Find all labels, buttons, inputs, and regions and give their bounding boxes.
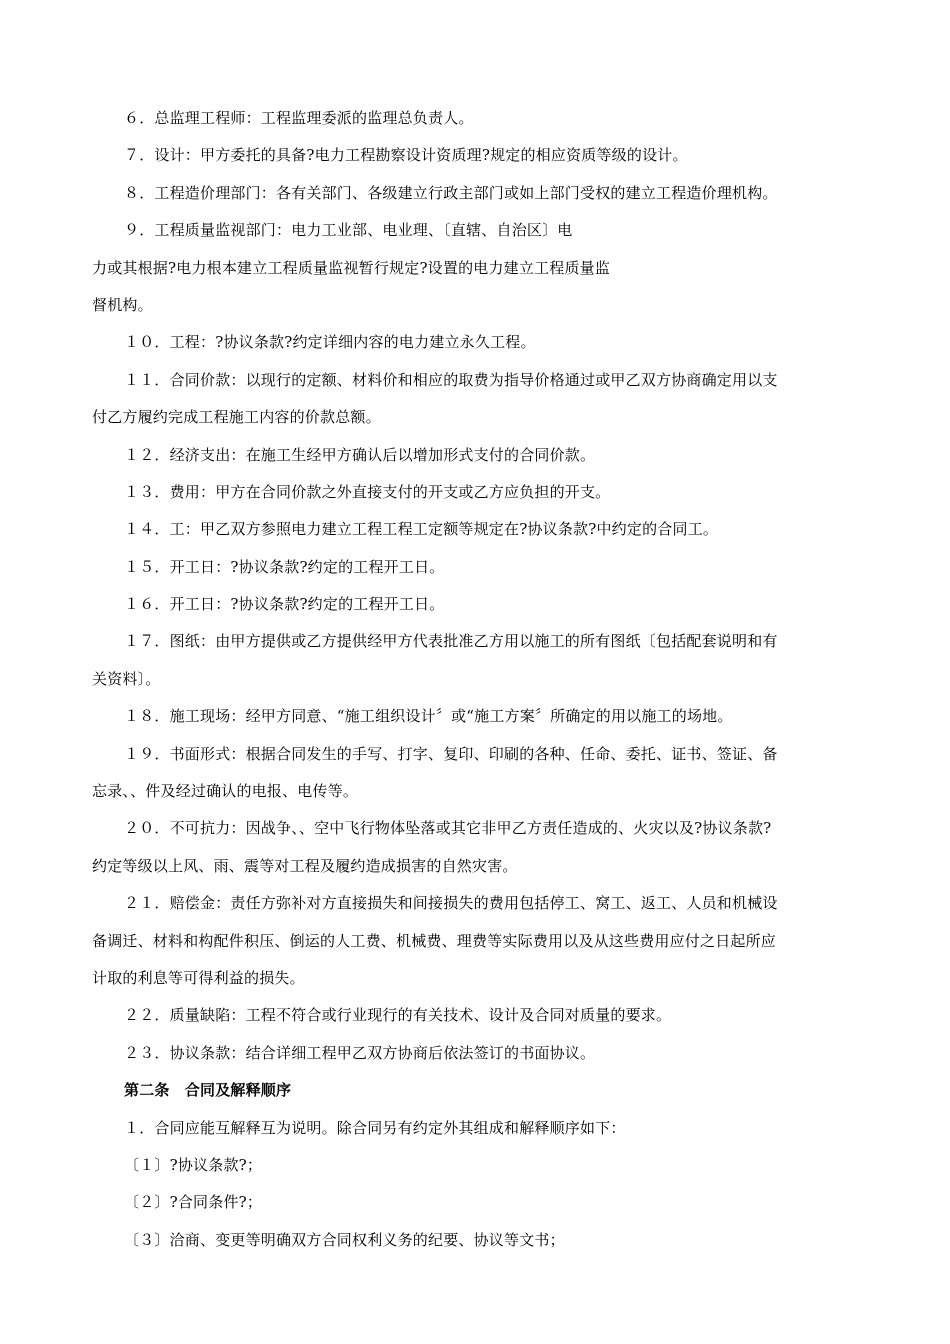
paragraph-line: １２．经济支出：在施工生经甲方确认后以增加形式支付的合同价款。: [124, 445, 596, 464]
paragraph-line: 备调迁、材料和构配件积压、倒运的人工费、机械费、理费等实际费用以及从这些费用应付之日起所应: [92, 931, 777, 950]
paragraph-line: 〔２〕?合同条件?；: [124, 1193, 263, 1212]
paragraph-line: 〔３〕洽商、变更等明确双方合同权利义务的纪要、协议等文书；: [124, 1230, 565, 1249]
paragraph-line: １９．书面形式：根据合同发生的手写、打字、复印、印刷的各种、任命、委托、证书、签证、备: [124, 744, 778, 763]
paragraph-line: ２１．赔偿金：责任方弥补对方直接损失和间接损失的费用包括停工、窝工、返工、人员和机械设: [124, 894, 778, 913]
paragraph-line: １８．施工现场：经甲方同意、“施工组织设计〞或“施工方案〞所确定的用以施工的场地。: [124, 707, 733, 726]
paragraph-line: 忘录、、件及经过确认的电报、电传等。: [92, 782, 359, 801]
paragraph-line: ２０．不可抗力：因战争、、空中飞行物体坠落或其它非甲乙方责任造成的、火灾以及?协议条款?: [124, 819, 772, 838]
section-heading: 第二条 合同及解释顺序: [124, 1081, 292, 1100]
paragraph-line: 〔１〕?协议条款?；: [124, 1155, 263, 1174]
paragraph-line: １０．工程：?协议条款?约定详细内容的电力建立永久工程。: [124, 333, 536, 352]
paragraph-line: １１．合同价款：以现行的定额、材料价和相应的取费为指导价格通过或甲乙双方协商确定用以支: [124, 370, 778, 389]
paragraph-line: 付乙方履约完成工程施工内容的价款总额。: [92, 408, 381, 427]
paragraph-line: ２２．质量缺陷：工程不符合或行业现行的有关技术、设计及合同对质量的要求。: [124, 1006, 672, 1025]
paragraph-line: １５．开工日：?协议条款?约定的工程开工日。: [124, 557, 445, 576]
paragraph-line: １．合同应能互解释互为说明。除合同另有约定外其组成和解释顺序如下：: [124, 1118, 626, 1137]
paragraph-line: ８．工程造价理部门：各有关部门、各级建立行政主部门或如上部门受权的建立工程造价理机构。: [124, 183, 778, 202]
paragraph-line: １３．费用：甲方在合同价款之外直接支付的开支或乙方应负担的开支。: [124, 482, 611, 501]
paragraph-line: ９．工程质量监视部门：电力工业部、电业理、〔直辖、自治区〕电: [124, 221, 573, 240]
paragraph-line: 计取的利息等可得利益的损失。: [92, 968, 305, 987]
document-page: [92, 100, 864, 1259]
paragraph-line: 关资料〕。: [92, 669, 161, 688]
paragraph-line: 督机构。: [92, 295, 153, 314]
paragraph-line: ２３．协议条款：结合详细工程甲乙双方协商后依法签订的书面协议。: [124, 1043, 596, 1062]
paragraph-line: ６．总监理工程师：工程监理委派的监理总负责人。: [124, 109, 474, 127]
paragraph-line: 力或其根据?电力根本建立工程质量监视暂行规定?设置的电力建立工程质量监: [92, 258, 611, 277]
paragraph-line: ７．设计：甲方委托的具备?电力工程勘察设计资质理?规定的相应资质等级的设计。: [124, 146, 688, 165]
paragraph-line: １６．开工日：?协议条款?约定的工程开工日。: [124, 595, 445, 614]
paragraph-line: 约定等级以上风、雨、震等对工程及履约造成损害的自然灾害。: [92, 856, 518, 875]
paragraph-line: １４．工：甲乙双方参照电力建立工程工程工定额等规定在?协议条款?中约定的合同工。: [124, 520, 719, 539]
paragraph-line: １７．图纸：由甲方提供或乙方提供经甲方代表批准乙方用以施工的所有图纸〔包括配套说明和有: [124, 632, 778, 651]
